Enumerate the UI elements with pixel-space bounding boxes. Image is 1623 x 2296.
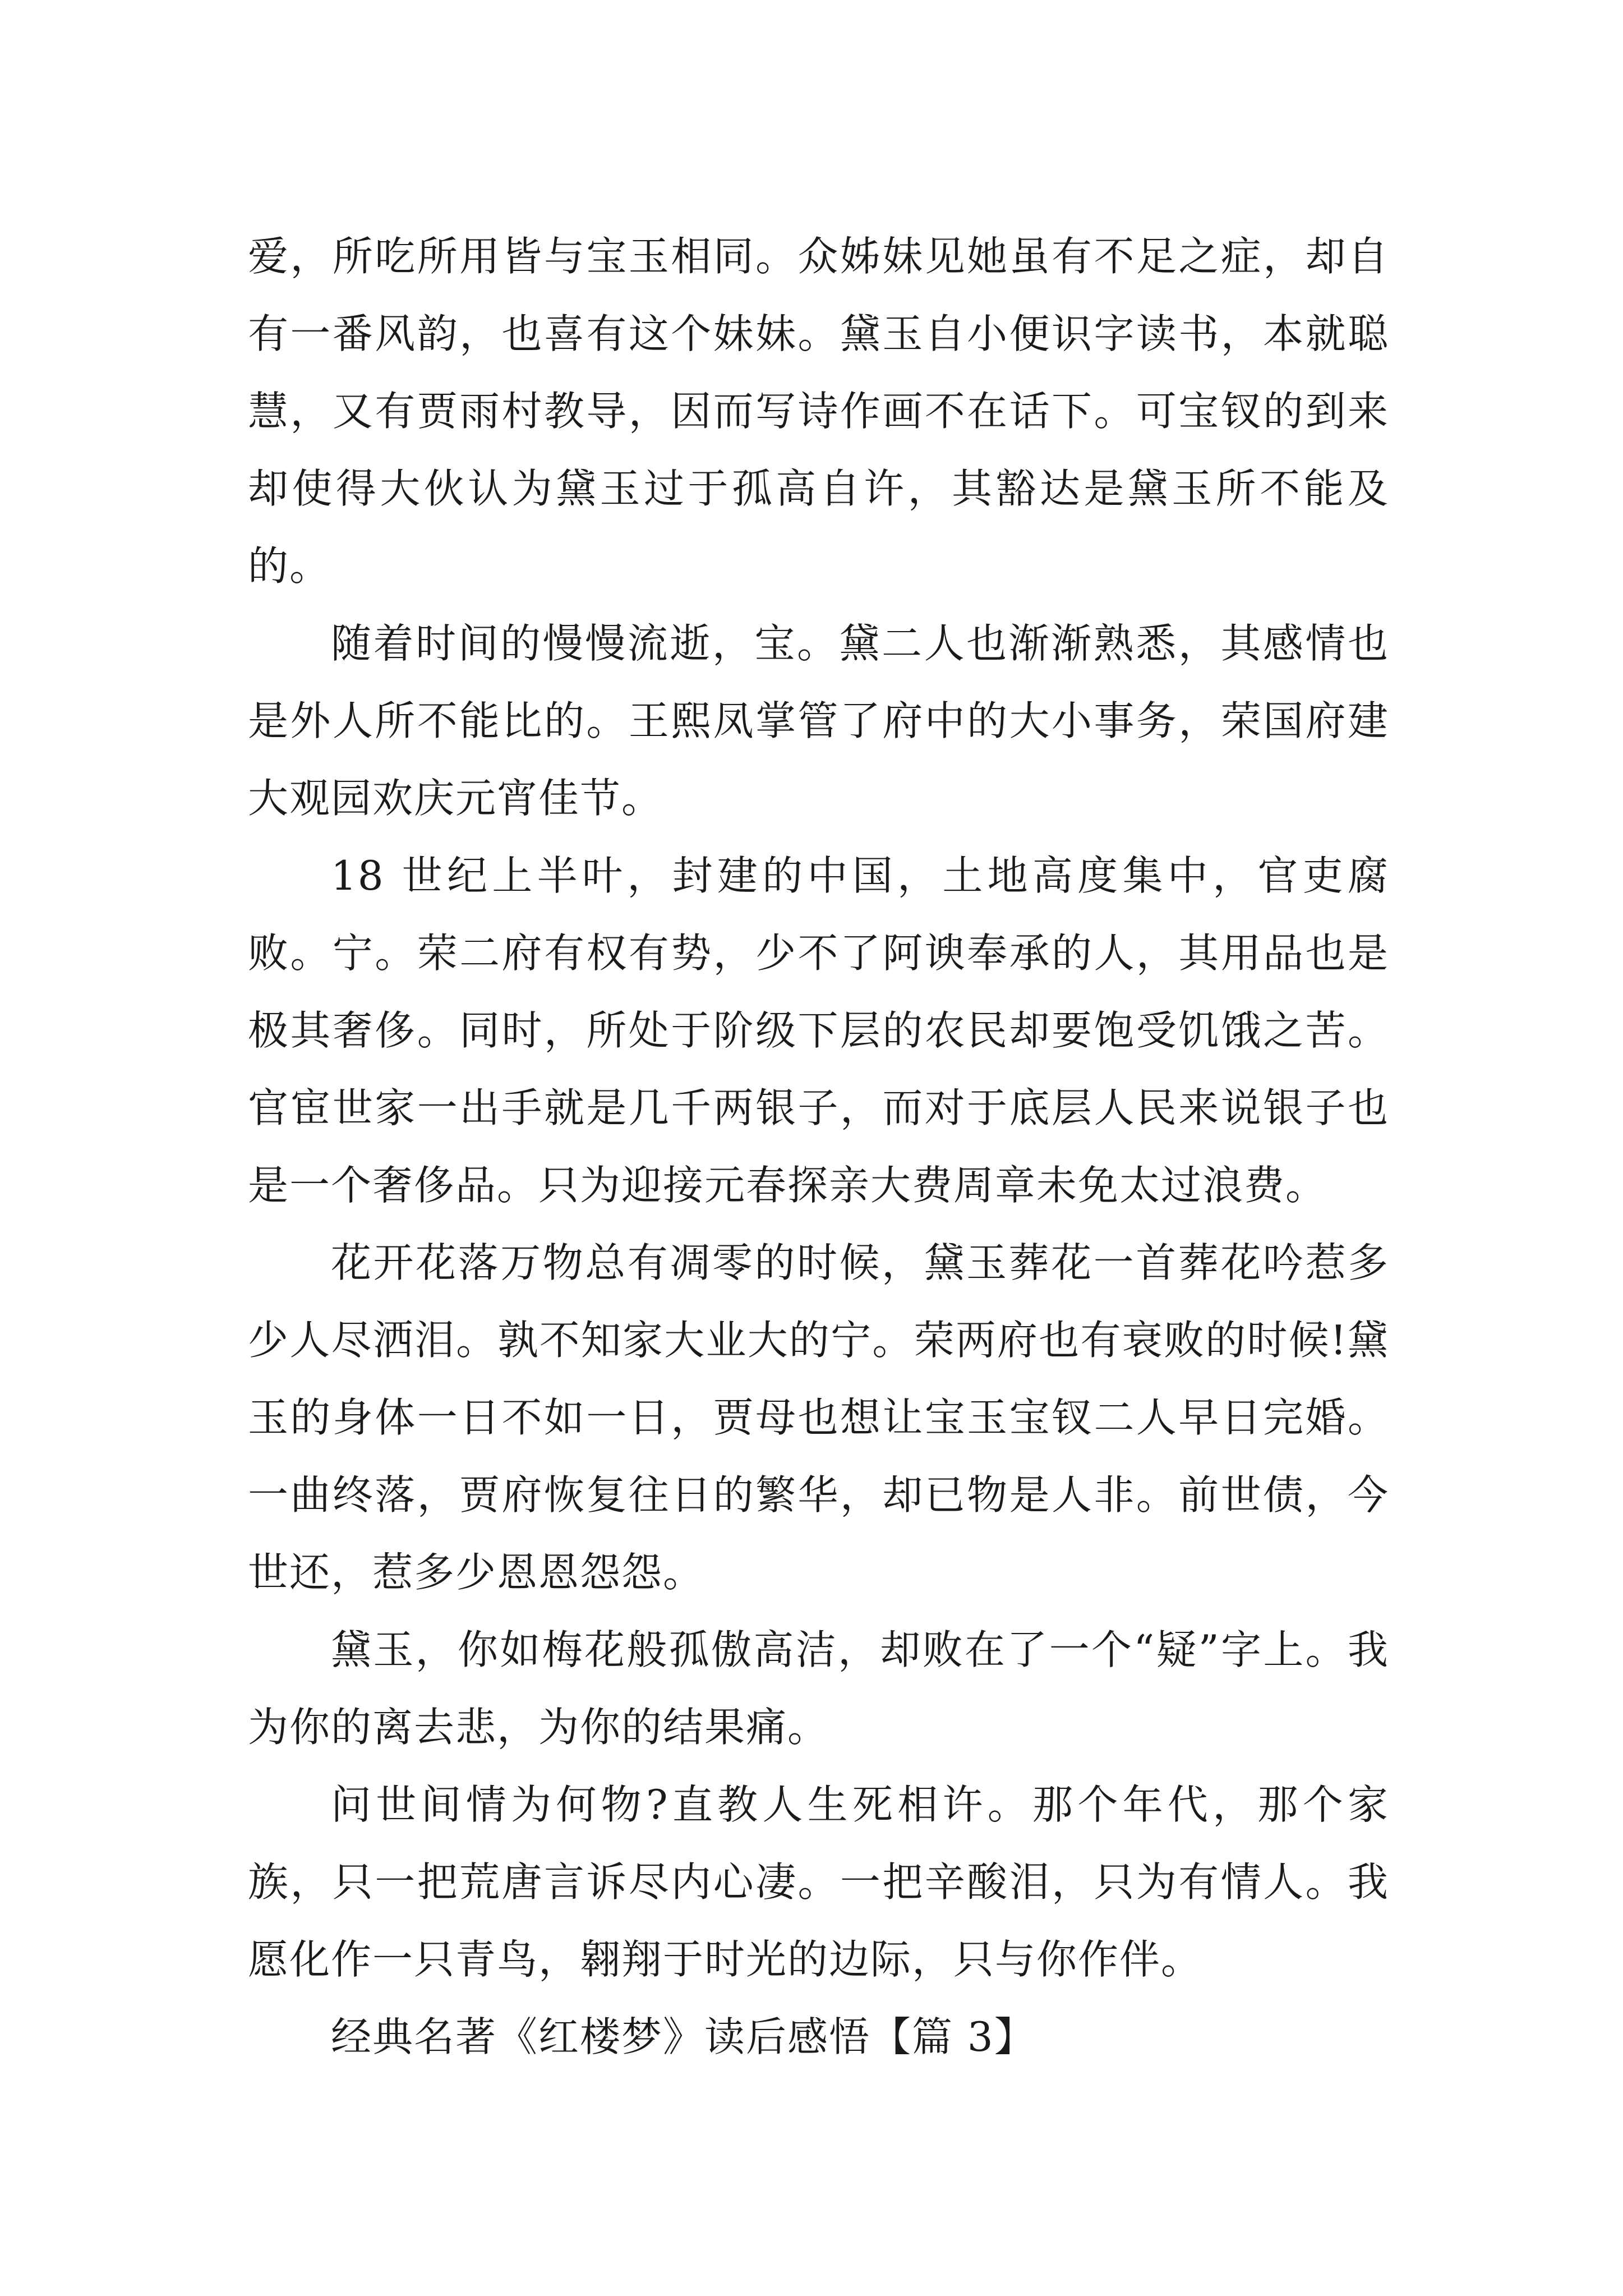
paragraph: 随着时间的慢慢流逝，宝。黛二人也渐渐熟悉，其感情也是外人所不能比的。王熙凤掌管了府中的大小事务，荣国府建大观园欢庆元宵佳节。 [248, 620, 1389, 822]
paragraph: 黛玉，你如梅花般孤傲高洁，却败在了一个“疑”字上。我为你的离去悲，为你的结果痛。 [248, 1626, 1389, 1751]
section-heading: 经典名著《红楼梦》读后感悟【篇 3】 [331, 2013, 1036, 2060]
paragraph: 18 世纪上半叶，封建的中国，土地高度集中，官吏腐败。宁。荣二府有权有势，少不了阿谀奉承的人，其用品也是极其奢侈。同时，所处于阶级下层的农民却要饱受饥饿之苦。官宦世家一出手就是几千两银子，而对于底层人民来说银子也是一个奢侈品。只为迎接元春探亲大费周章未免太过浪费。 [248, 852, 1389, 1209]
paragraph-continuation: 爱，所吃所用皆与宝玉相同。众姊妹见她虽有不足之症，却自有一番风韵，也喜有这个妹妹。黛玉自小便识字读书，本就聪慧，又有贾雨村教导，因而写诗作画不在话下。可宝钗的到来却使得大伙认为黛玉过于孤高自许，其豁达是黛玉所不能及的。 [248, 233, 1389, 590]
paragraph: 问世间情为何物?直教人生死相许。那个年代，那个家族，只一把荒唐言诉尽内心凄。一把辛酸泪，只为有情人。我愿化作一只青鸟，翱翔于时光的边际，只与你作伴。 [248, 1781, 1389, 1983]
document-body [248, 218, 1389, 2076]
paragraph: 花开花落万物总有凋零的时候，黛玉葬花一首葬花吟惹多少人尽洒泪。孰不知家大业大的宁。荣两府也有衰败的时候!黛玉的身体一日不如一日，贾母也想让宝玉宝钗二人早日完婚。一曲终落，贾府恢复往日的繁华，却已物是人非。前世债，今世还，惹多少恩恩怨怨。 [248, 1239, 1389, 1596]
